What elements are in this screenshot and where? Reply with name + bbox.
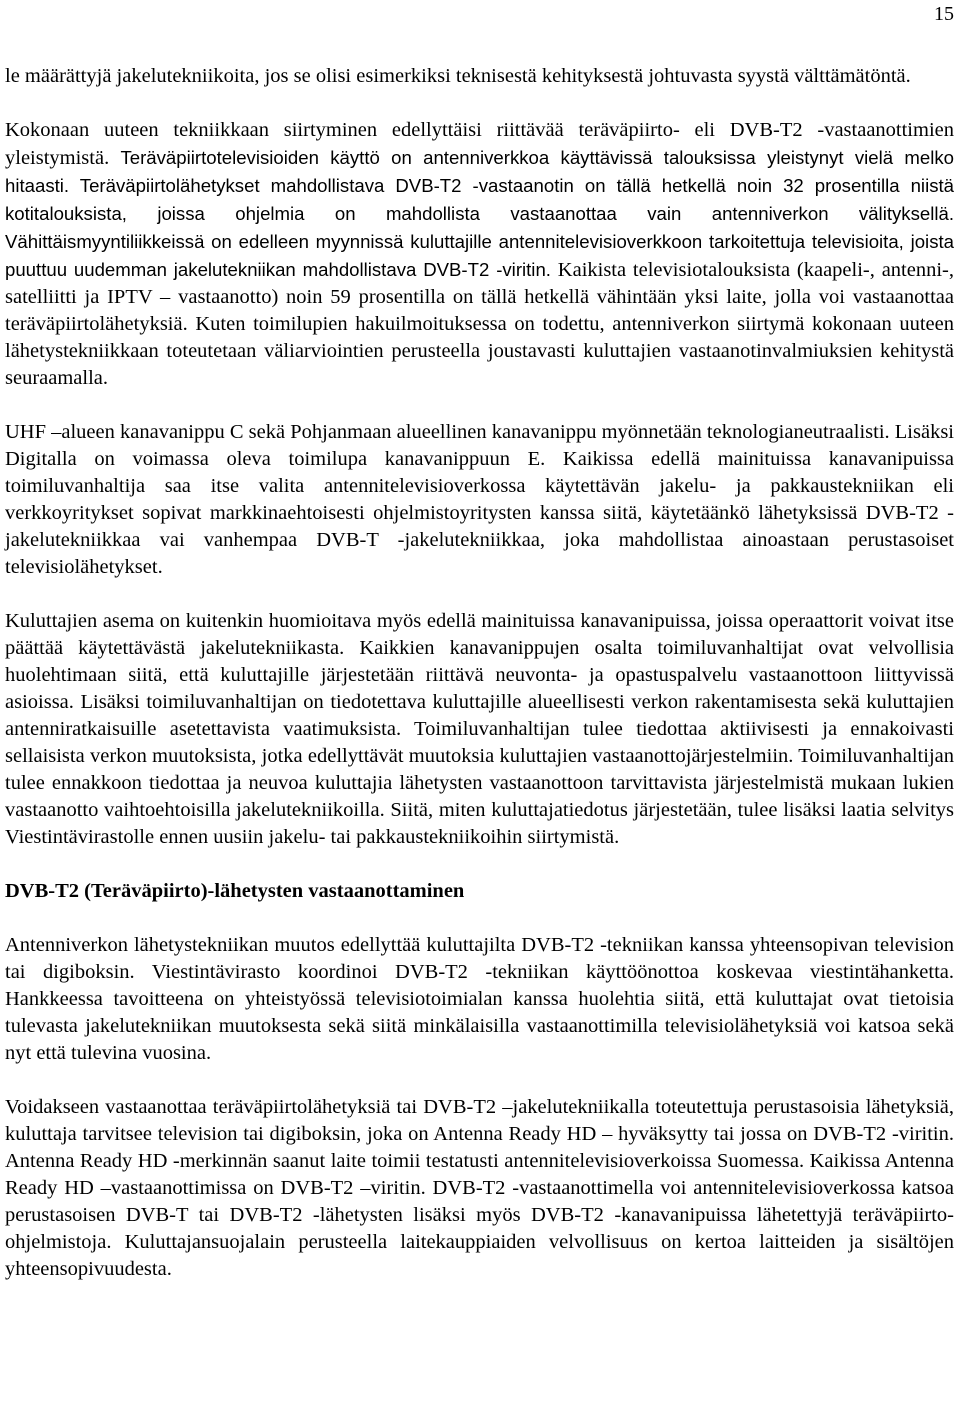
paragraph-dvb-t2-adoption [5,117,954,392]
paragraph-intro: le määrättyjä jakelutekniikoita, jos se olisi esimerkiksi teknisestä kehityksestä johtuvasta syystä välttämätöntä. [5,65,911,87]
paragraph-uhf: UHF –alueen kanavanippu C sekä Pohjanmaan alueellinen kanavanippu myönnetään teknologianeutraalisti. Lisäksi Digitalla on voimassa oleva toimilupa kanavanippuun E. Kaikissa edellä mainituissa kanavanipuissa toimiluvanhaltija saa itse valita antennitelevisioverkossa käytettävän jakelu- ja pakkaustekniikan eli verkkoyritykset sopivat markkinaehtoisesti ohjelmistoyritysten kanssa siitä, käytetäänkö lähetyksissä DVB-T2 -jakelutekniikkaa vai vanhempaa DVB-T -jakelutekniikkaa, joka mahdollistaa ainoastaan perustasoiset televisiolähetykset. [5,421,954,578]
section-heading: DVB-T2 (Teräväpiirto)-lähetysten vastaanottaminen [5,880,465,902]
paragraph-part-sans: Teräväpiirtotelevisioiden käyttö on antenniverkkoa käyttävissä talouksissa yleistynyt vielä melko hitaasti. Teräväpiirtolähetykset mahdollistava DVB-T2 -vastaanotin on tällä hetkellä noin 32 prosentilla niistä kotitalouksista, joissa ohjelmia on mahdollista vastaanottaa vain antenniverkon välityksellä. Vähittäismyyntiliikkeissä on edelleen myynnissä kuluttajille antennitelevisioverkkoon tarkoitettuja televisioita, joista puuttuu uudemman jakelutekniikan mahdollistava DVB-T2 -viritin. [5,147,954,280]
page-number: 15 [934,3,954,25]
paragraph-antenna-network: Antenniverkon lähetystekniikan muutos edellyttää kuluttajilta DVB-T2 -tekniikan kanssa yhteensopivan television tai digiboksin. Viestintävirasto koordinoi DVB-T2 -tekniikan käyttöönottoa koskevaa viestintähanketta. Hankkeessa tavoitteena on yhteistyössä televisiotoimialan kanssa huolehtia siitä, että kuluttajat ovat tietoisia tulevasta jakelutekniikan muutoksesta sekä siitä minkälaisilla vastaanottimilla televisiolähetyksiä voi katsoa sekä nyt että tulevina vuosina. [5,934,954,1064]
paragraph-part: Kokonaan uuteen tekniikkaan siirtyminen edellyttäisi riittävää teräväpiirto- eli DVB-T2 -vastaanottimien yleistymistä. [5,119,954,169]
paragraph-consumers: Kuluttajien asema on kuitenkin huomioitava myös edellä mainituissa kanavanipuissa, joissa operaattorit voivat itse päättää käytettävästä jakelutekniikasta. Kaikkien kanavanippujen osalta toimiluvanhaltijat ovat velvollisia huolehtimaan siitä, että kuluttajille järjestetään riittävä neuvonta- ja opastuspalvelu vastaanottoon liittyvissä asioissa. Lisäksi toimiluvanhaltijan on tiedotettava kuluttajille alueellisesti verkon rakentamisesta sekä kuluttajien antenniratkaisuille asetettavista vaatimuksista. Toimiluvanhaltijan tulee tiedottaa aktiivisesti ja ennakoivasti sellaisista verkon muutoksista, jotka edellyttävät muutoksia kuluttajien vastaanottojärjestelmiin. Toimiluvanhaltijan tulee ennakkoon tiedottaa ja neuvoa kuluttajia lähetysten vastaanottoon tarvittavista järjestelmistä mukaan lukien vastaanotto vaihtoehtoisilla jakelutekniikoilla. Siitä, miten kuluttajatiedotus järjestetään, tulee lisäksi laatia selvitys Viestintävirastolle ennen uusiin jakelu- tai pakkaustekniikoihin siirtymistä. [5,610,954,848]
document-body [5,63,954,1310]
paragraph-part: Kaikista televisiotalouksista (kaapeli-, antenni-, satelliitti ja IPTV – vastaanotto) noin 59 prosentilla on tällä hetkellä vähintään yksi laite, jolla voi vastaanottaa teräväpiirtolähetyksiä. Kuten toimilupien hakuilmoituksessa on todettu, antenniverkon siirtymä kokonaan uuteen lähetystekniikkaan toteutetaan väliarviointien perusteella joustavasti kuluttajien vastaanotinvalmiuksien kehitystä seuraamalla. [5,259,954,389]
paragraph-reception: Voidakseen vastaanottaa teräväpiirtolähetyksiä tai DVB-T2 –jakelutekniikalla toteutettuja perustasoisia lähetyksiä, kuluttaja tarvitsee television tai digiboksin, joka on Antenna Ready HD – hyväksytty tai jossa on DVB-T2 -viritin. Antenna Ready HD -merkinnän saanut laite toimii testatusti antennitelevisioverkoissa Suomessa. Kaikissa Antenna Ready HD –vastaanottimissa on DVB-T2 –viritin. DVB-T2 -vastaanottimella voi antennitelevisioverkossa katsoa perustasoisen DVB-T tai DVB-T2 -lähetysten lisäksi myös DVB-T2 -kanavanipuissa lähetettyjä teräväpiirto-ohjelmistoja. Kuluttajansuojalain perusteella laitekauppiaiden velvollisuus on kertoa laitteiden ja sisältöjen yhteensopivuudesta. [5,1096,954,1280]
